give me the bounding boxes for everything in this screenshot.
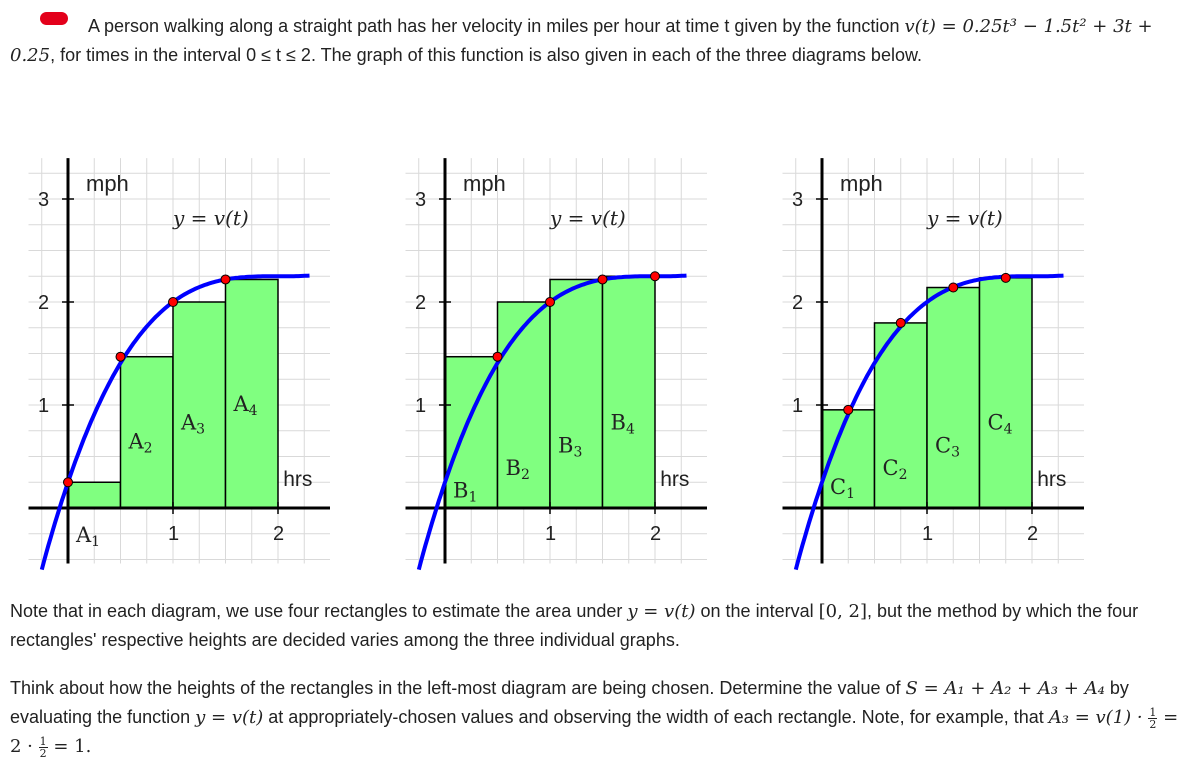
question-paragraph	[10, 674, 1190, 761]
x-tick-label: 1	[545, 523, 557, 545]
chart-panel-3	[783, 158, 1085, 569]
note-text-a: Note that in each diagram, we use four rectangles to estimate the area under	[10, 601, 628, 621]
curve-label: y = v(t)	[173, 205, 249, 230]
fraction-denominator: 2	[1149, 717, 1157, 731]
rectangle-c4	[980, 278, 1033, 508]
fraction-numerator: 1	[39, 734, 47, 748]
chart-panel-1	[29, 158, 331, 569]
x-axis-label: hrs	[1037, 468, 1067, 491]
rectangle-label: C3	[935, 433, 960, 461]
rectangle-label: A2	[128, 429, 153, 457]
note-paragraph	[10, 597, 1190, 654]
x-tick-label: 2	[1027, 523, 1039, 545]
intro-paragraph	[10, 12, 1190, 70]
intro-line1: A person walking along a straight path has her velocity in miles per hour at time t given by the function	[88, 16, 900, 36]
note-math-b: [0, 2]	[818, 601, 867, 622]
y-tick-label: 2	[38, 292, 50, 314]
fraction-denominator: 2	[39, 746, 47, 760]
intro-formula: v(t) = 0.25t³ − 1.5t² + 3t + 0.25	[10, 16, 1153, 66]
fraction-one-half-2	[39, 736, 48, 759]
fraction-one-half	[1148, 707, 1157, 730]
x-axis-label: hrs	[283, 468, 313, 491]
rectangle-label: B4	[610, 410, 635, 438]
rectangle-label: C4	[987, 410, 1013, 438]
y-tick-label: 3	[792, 189, 804, 211]
y-tick-label: 3	[415, 189, 427, 211]
sample-point	[598, 275, 607, 284]
rectangle-label: C2	[882, 456, 908, 484]
sample-point	[493, 352, 502, 361]
y-tick-label: 1	[415, 395, 427, 417]
fraction-numerator: 1	[1149, 705, 1157, 719]
chart-panel-2	[406, 158, 708, 569]
y-axis-label: mph	[463, 171, 506, 196]
rectangle-b4	[603, 276, 656, 508]
sample-point	[221, 275, 230, 284]
rectangle-c3	[927, 288, 980, 508]
sample-point	[844, 405, 853, 414]
sample-point	[896, 318, 905, 327]
sample-point	[116, 352, 125, 361]
question-math-a: S = A₁ + A₂ + A₃ + A₄	[905, 678, 1105, 699]
rectangle-label: A3	[181, 410, 206, 438]
question-math-b: y = v(t)	[195, 707, 264, 728]
intro-line2: , for times in the interval 0 ≤ t ≤ 2. The graph of this function is also given in each of the three diagrams below.	[50, 45, 922, 65]
rectangle-a3	[173, 302, 226, 508]
y-tick-label: 1	[38, 395, 50, 417]
note-text-b: on the interval	[695, 601, 819, 621]
y-axis-label: mph	[86, 171, 129, 196]
y-tick-label: 3	[38, 189, 50, 211]
sample-point	[651, 272, 660, 281]
rectangle-label: B1	[453, 478, 478, 506]
x-tick-label: 1	[922, 523, 934, 545]
sample-point	[169, 298, 178, 307]
question-text-a: Think about how the heights of the rectangles in the left-most diagram are being chosen. Determine the value of	[10, 678, 906, 698]
curve-label: y = v(t)	[927, 205, 1003, 230]
y-axis-label: mph	[840, 171, 883, 196]
rectangle-label: B2	[505, 456, 530, 484]
rectangle-label: B3	[558, 433, 583, 461]
question-math-c1: A₃ = v(1) ·	[1048, 707, 1149, 728]
x-tick-label: 2	[650, 523, 662, 545]
x-tick-label: 1	[168, 523, 180, 545]
y-tick-label: 1	[792, 395, 804, 417]
x-axis-label: hrs	[660, 468, 690, 491]
y-tick-label: 2	[415, 292, 427, 314]
rectangle-label: A1	[76, 523, 101, 550]
note-math-a: y = v(t)	[627, 601, 696, 622]
rectangle-a1	[68, 482, 121, 508]
note-text-c: , but the method by which the four rectangles' respective heights are decided varies among the three individual graphs.	[10, 601, 1139, 650]
rectangle-label: C1	[830, 475, 855, 502]
sample-point	[1001, 273, 1010, 282]
question-text-c: at appropriately-chosen values and observing the width of each rectangle. Note, for example, that	[263, 707, 1049, 727]
x-tick-label: 2	[273, 523, 285, 545]
question-math-c3: = 1.	[47, 736, 92, 757]
riemann-sum-figure	[10, 118, 1090, 578]
sample-point	[949, 283, 958, 292]
curve-label: y = v(t)	[550, 205, 626, 230]
sample-point	[64, 478, 73, 487]
y-tick-label: 2	[792, 292, 804, 314]
question-text-b: by evaluating the function	[10, 678, 1129, 727]
rectangle-label: A4	[233, 392, 258, 420]
question-math-c2: = 2 ·	[10, 707, 1179, 757]
rectangle-b3	[550, 279, 603, 508]
sample-point	[546, 298, 555, 307]
